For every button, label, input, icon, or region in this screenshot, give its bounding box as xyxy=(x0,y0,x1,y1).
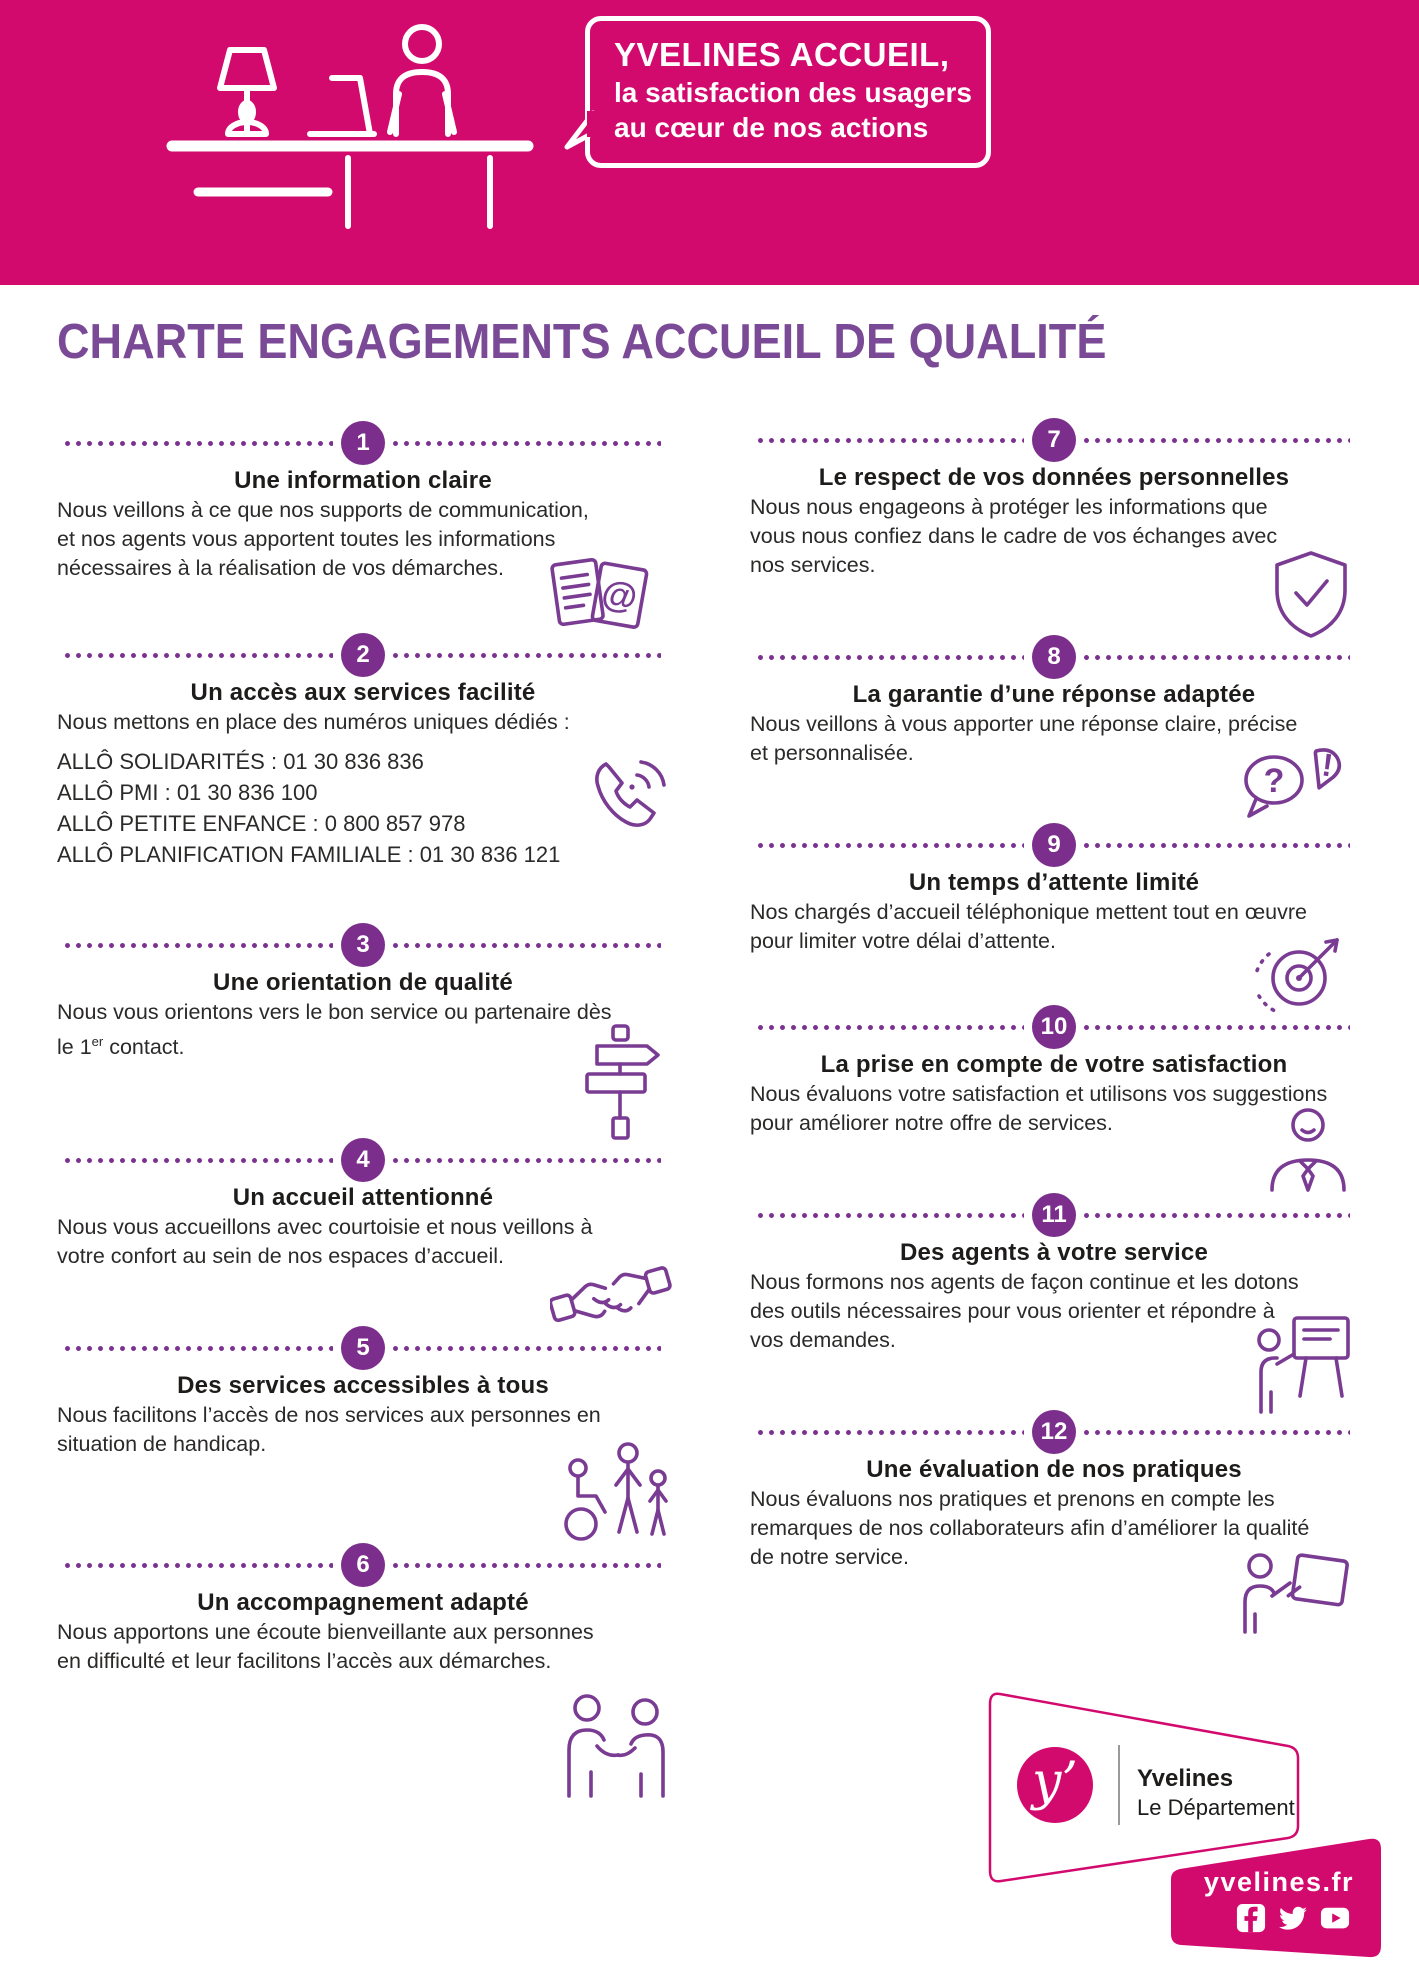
body-line: vos demandes. xyxy=(750,1328,896,1352)
dotted-line xyxy=(393,441,661,446)
body-line: et personnalisée. xyxy=(750,741,914,765)
shield-check-icon xyxy=(1268,548,1354,642)
logo-divider xyxy=(1118,1745,1120,1825)
body-line: pour améliorer notre offre de services. xyxy=(750,1111,1113,1135)
svg-text:?: ? xyxy=(1263,762,1285,800)
number-badge-4: 4 xyxy=(341,1138,385,1182)
dotted-line xyxy=(65,1158,333,1163)
body-line: de notre service. xyxy=(750,1545,909,1569)
body-line: en difficulté et leur facilitons l’accès aux démarches. xyxy=(57,1649,552,1673)
dotted-line xyxy=(758,1213,1024,1218)
body-line: Nous vous accueillons avec courtoisie et nous veillons à xyxy=(57,1215,593,1239)
bubble-title: YVELINES ACCUEIL, xyxy=(614,36,950,73)
body-line: Nous veillons à ce que nos supports de communication, xyxy=(57,498,589,522)
divider-8 xyxy=(750,635,1358,679)
dotted-line xyxy=(65,1563,333,1568)
body-line: nos services. xyxy=(750,553,876,577)
reception-desk-illustration xyxy=(160,22,540,234)
dotted-line xyxy=(758,655,1024,660)
support-people-icon xyxy=(555,1688,677,1800)
dotted-line xyxy=(393,653,661,658)
dotted-line xyxy=(393,1346,661,1351)
divider-11 xyxy=(750,1193,1358,1237)
dotted-line xyxy=(65,653,333,658)
body-line: Nous nous engageons à protéger les informations que xyxy=(750,495,1268,519)
dotted-line xyxy=(65,441,333,446)
bubble-line2: la satisfaction des usagers xyxy=(614,77,972,108)
body-line: vous nous confiez dans le cadre de vos échanges avec xyxy=(750,524,1278,548)
site-plate xyxy=(1165,1833,1390,1965)
bubble-line3: au cœur de nos actions xyxy=(614,112,929,143)
question-answer-bubbles-icon xyxy=(1232,742,1352,834)
speech-bubble-tail xyxy=(563,109,595,153)
accessibility-icon xyxy=(558,1438,672,1548)
section-title: La garantie d’une réponse adaptée xyxy=(852,681,1256,708)
dotted-line xyxy=(1084,843,1350,848)
agent-bust-icon xyxy=(1262,1102,1354,1196)
body-line: Nous vous orientons vers le bon service ou partenaire dès xyxy=(57,1000,612,1024)
body-line: pour limiter votre délai d’attente. xyxy=(750,929,1056,953)
number-badge-3: 3 xyxy=(341,923,385,967)
body-line: Nous évaluons votre satisfaction et utilisons vos suggestions xyxy=(750,1082,1328,1106)
section-title: Une information claire xyxy=(234,467,492,494)
section-6 xyxy=(57,1543,669,1676)
divider-1 xyxy=(57,421,669,465)
dotted-line xyxy=(1084,1213,1350,1218)
dotted-line xyxy=(758,1430,1024,1435)
dotted-line xyxy=(1084,655,1350,660)
divider-3 xyxy=(57,923,669,967)
body-line: Nous évaluons nos pratiques et prenons en compte les xyxy=(750,1487,1275,1511)
dotted-line xyxy=(1084,438,1350,443)
dotted-line xyxy=(1084,1430,1350,1435)
dotted-line xyxy=(393,1158,661,1163)
phone-line: ALLÔ SOLIDARITÉS : 01 30 836 836 xyxy=(57,749,424,774)
body-line: Nos chargés d’accueil téléphonique mettent tout en œuvre xyxy=(750,900,1307,924)
section-7 xyxy=(750,418,1358,580)
number-badge-10: 10 xyxy=(1032,1005,1076,1049)
divider-7 xyxy=(750,418,1358,462)
dotted-line xyxy=(758,843,1024,848)
body-line: Nous formons nos agents de façon continue et les dotons xyxy=(750,1270,1299,1294)
page-title: CHARTE ENGAGEMENTS ACCUEIL DE QUALITÉ xyxy=(57,315,1107,369)
section-title: Un temps d’attente limité xyxy=(908,869,1200,896)
svg-text:!: ! xyxy=(1319,746,1336,784)
body-line: et nos agents vous apportent toutes les informations xyxy=(57,527,556,551)
number-badge-9: 9 xyxy=(1032,823,1076,867)
evaluation-board-icon xyxy=(1240,1540,1354,1636)
logo-title: Yvelines xyxy=(1137,1765,1234,1792)
handshake-icon xyxy=(550,1252,672,1342)
phone-line: ALLÔ PETITE ENFANCE : 0 800 857 978 xyxy=(57,811,466,836)
body-line: des outils nécessaires pour vous orienter et répondre à xyxy=(750,1299,1275,1323)
section-title: Le respect de vos données personnelles xyxy=(818,464,1290,491)
youtube-icon[interactable] xyxy=(1320,1903,1350,1933)
body-line: Nous mettons en place des numéros uniques dédiés : xyxy=(57,710,570,734)
yvelines-logo-mark xyxy=(1017,1747,1093,1823)
number-badge-11: 11 xyxy=(1032,1193,1076,1237)
section-title: Des services accessibles à tous xyxy=(177,1372,549,1399)
svg-text:@: @ xyxy=(598,571,641,618)
section-title: Un accueil attentionné xyxy=(232,1184,494,1211)
dotted-line xyxy=(393,943,661,948)
body-line: situation de handicap. xyxy=(57,1432,267,1456)
divider-4 xyxy=(57,1138,669,1182)
dotted-line xyxy=(1084,1025,1350,1030)
signpost-icon xyxy=(575,1022,667,1142)
section-title: Un accès aux services facilité xyxy=(190,679,536,706)
logo-subtitle: Le Département xyxy=(1137,1795,1295,1820)
body-line: le 1er contact. xyxy=(57,1034,185,1060)
number-badge-1: 1 xyxy=(341,421,385,465)
dotted-line xyxy=(758,438,1024,443)
section-title: Des agents à votre service xyxy=(899,1239,1209,1266)
dotted-line xyxy=(65,1346,333,1351)
divider-12 xyxy=(750,1410,1358,1454)
body-line: nécessaires à la réalisation de vos démarches. xyxy=(57,556,504,580)
site-url[interactable]: yvelines.fr xyxy=(1203,1867,1354,1897)
section-title: La prise en compte de votre satisfaction xyxy=(820,1051,1288,1078)
phone-waves-icon xyxy=(585,748,673,846)
number-badge-8: 8 xyxy=(1032,635,1076,679)
section-title: Une orientation de qualité xyxy=(213,969,513,996)
target-arrow-icon xyxy=(1235,928,1355,1020)
documents-at-icon xyxy=(548,550,650,640)
divider-6 xyxy=(57,1543,669,1587)
dotted-line xyxy=(65,943,333,948)
body-line: Nous apportons une écoute bienveillante aux personnes xyxy=(57,1620,594,1644)
header-banner xyxy=(0,0,1419,285)
logo-symbol: y’ xyxy=(1032,1752,1078,1812)
twitter-icon[interactable] xyxy=(1278,1903,1308,1933)
number-badge-7: 7 xyxy=(1032,418,1076,462)
phone-line: ALLÔ PLANIFICATION FAMILIALE : 01 30 836 121 xyxy=(57,842,561,867)
body-line: Nous veillons à vous apporter une réponse claire, précise xyxy=(750,712,1298,736)
body-line: remarques de nos collaborateurs afin d’améliorer la qualité xyxy=(750,1516,1310,1540)
number-badge-2: 2 xyxy=(341,633,385,677)
facebook-icon[interactable] xyxy=(1236,1903,1266,1933)
dotted-line xyxy=(393,1563,661,1568)
body-line: Nous facilitons l’accès de nos services aux personnes en xyxy=(57,1403,601,1427)
dotted-line xyxy=(758,1025,1024,1030)
speech-bubble xyxy=(585,16,991,168)
section-title: Une évaluation de nos pratiques xyxy=(866,1456,1242,1483)
section-2 xyxy=(57,633,669,870)
number-badge-6: 6 xyxy=(341,1543,385,1587)
number-badge-12: 12 xyxy=(1032,1410,1076,1454)
body-line: votre confort au sein de nos espaces d’accueil. xyxy=(57,1244,504,1268)
phone-line: ALLÔ PMI : 01 30 836 100 xyxy=(57,780,318,805)
site-plate-shape xyxy=(1165,1833,1390,1965)
number-badge-5: 5 xyxy=(341,1326,385,1370)
section-title: Un accompagnement adapté xyxy=(197,1589,529,1616)
presenter-board-icon xyxy=(1250,1312,1354,1416)
